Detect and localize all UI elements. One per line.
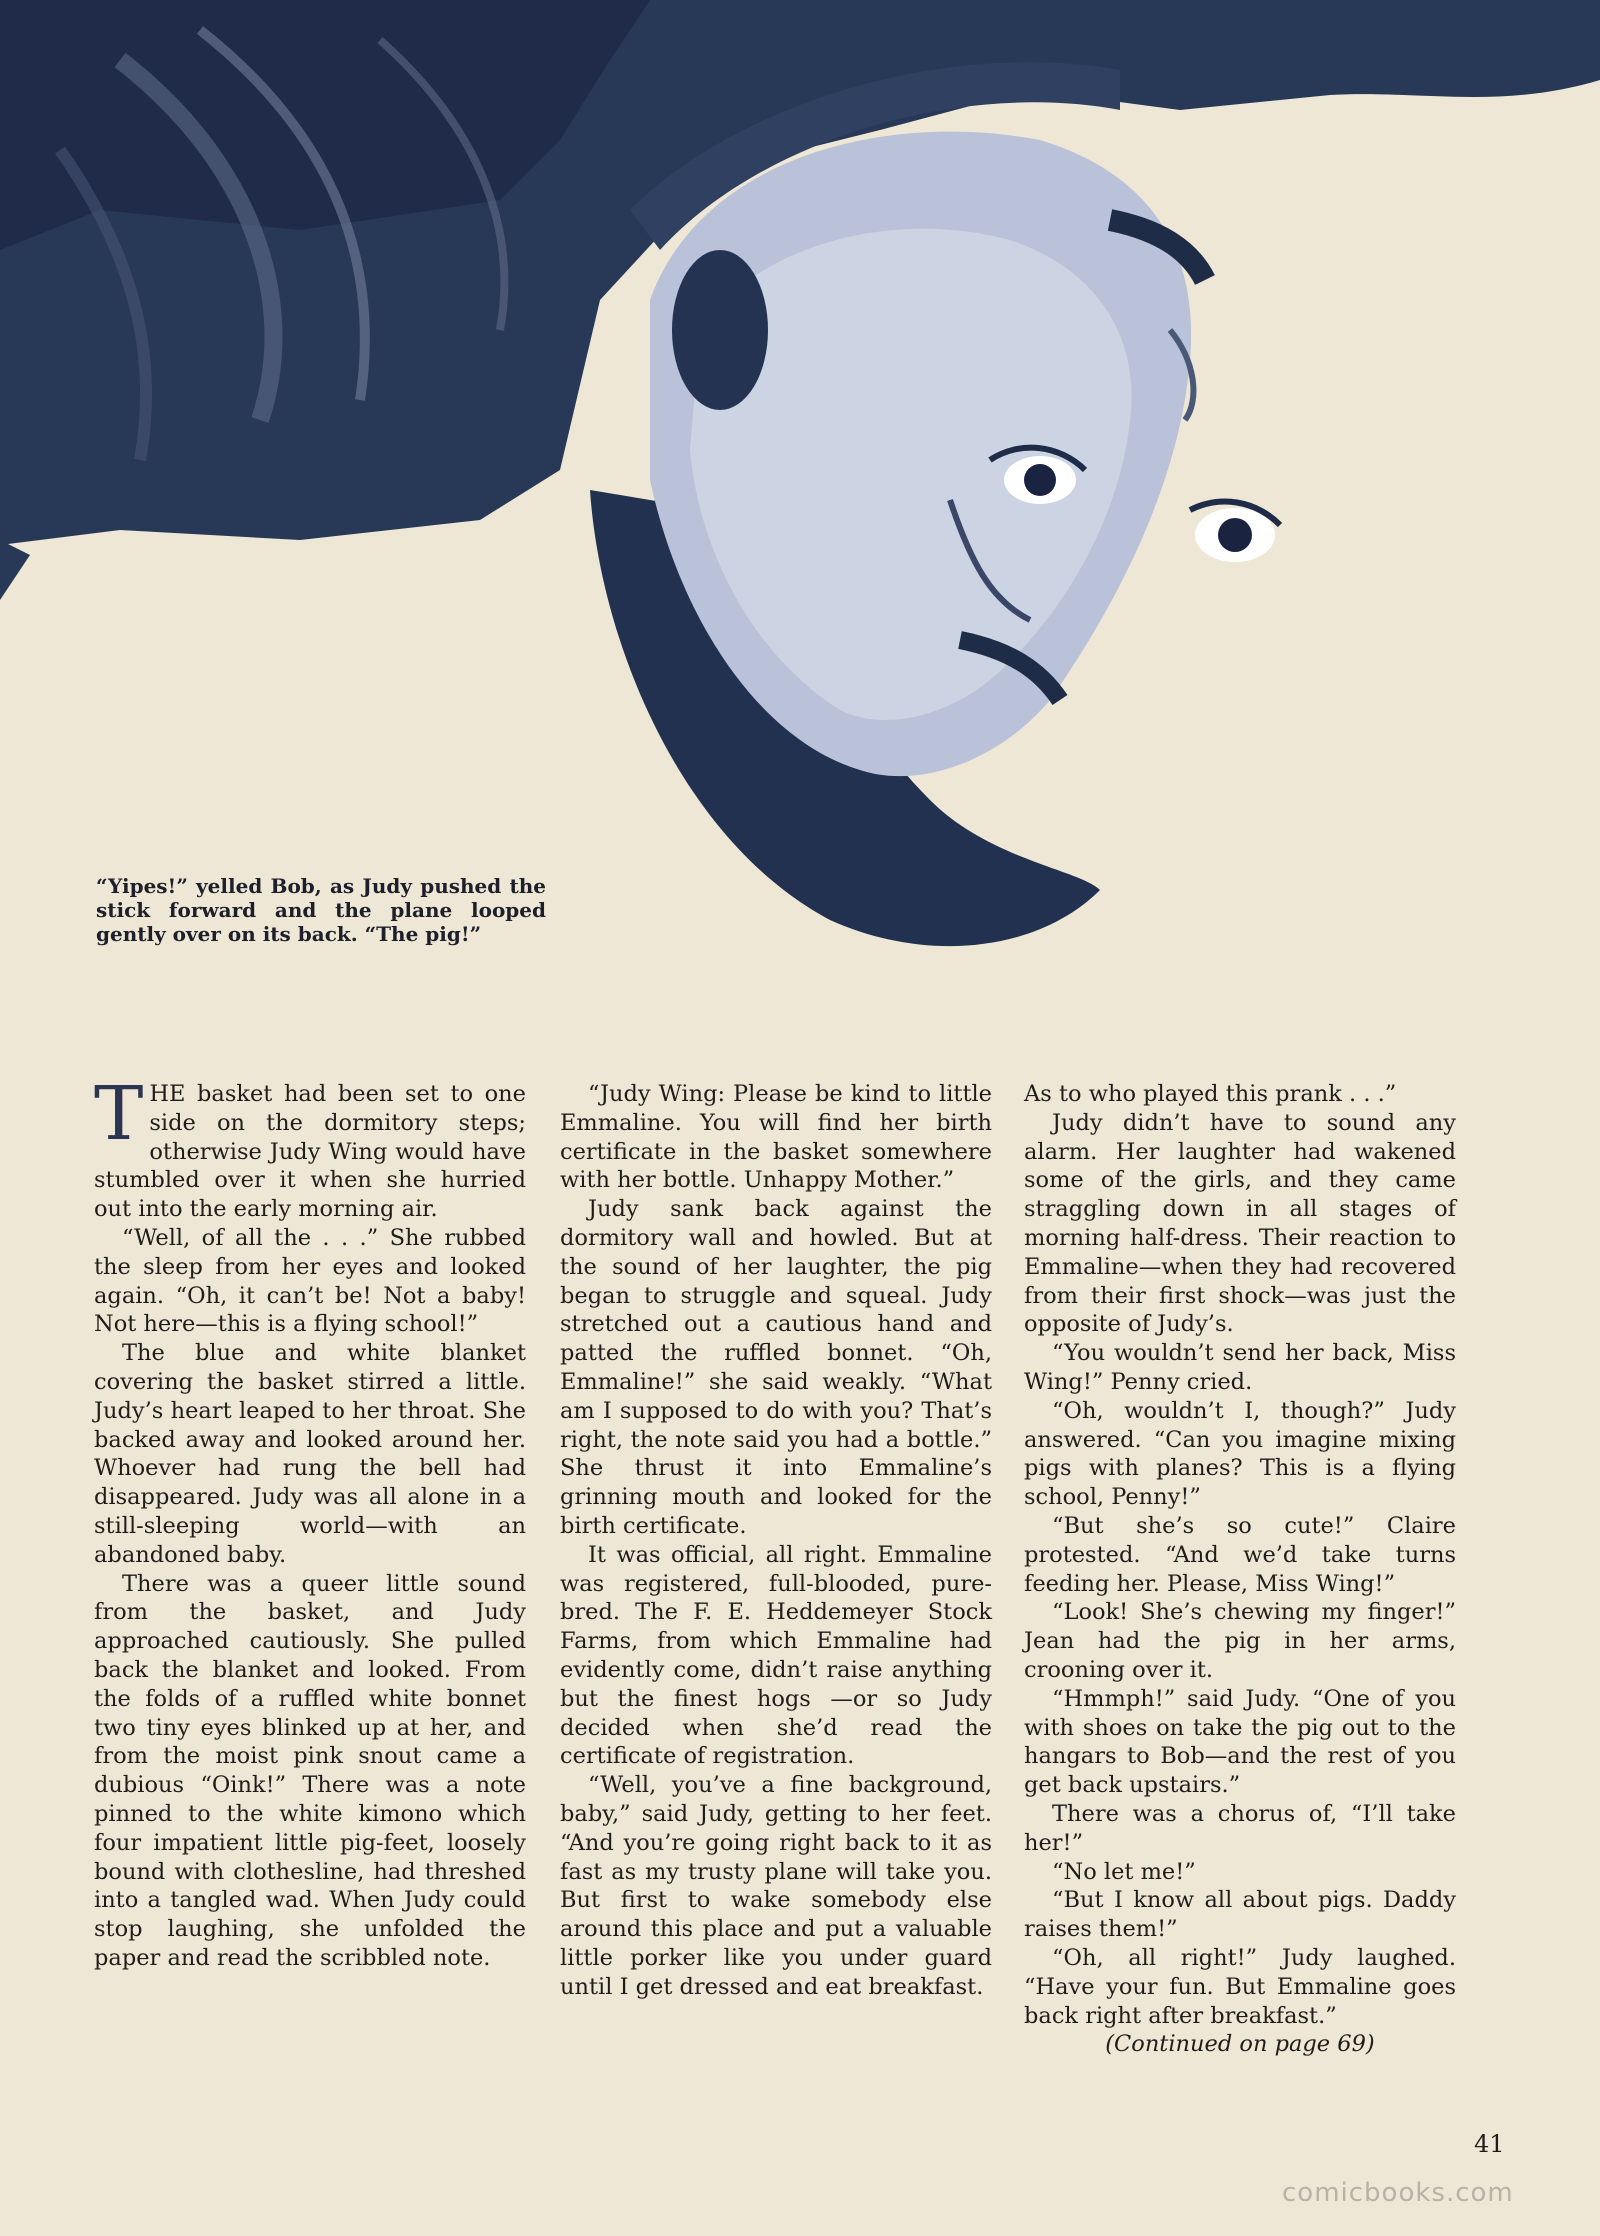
article-paragraph: “Oh, wouldn’t I, though?” Judy answered. “Can you imagine mixing pigs with planes? This is a flying school, Penny!” <box>1024 1397 1456 1511</box>
article-paragraph: It was official, all right. Emmaline was registered, full-blooded, pure-bred. The F. E. Heddemeyer Stock Farms, from which Emmaline had evidently come, didn’t raise anything but the finest hogs —or so Judy decided when she’d read the certificate of registration. <box>560 1541 992 1770</box>
article-paragraph: “Hmmph!” said Judy. “One of you with shoes on take the pig out to the hangars to Bob—and the rest of you get back upstairs.” <box>1024 1685 1456 1799</box>
article-paragraph: As to who played this prank . . .” <box>1024 1081 1397 1107</box>
article-paragraph: There was a chorus of, “I’ll take her!” <box>1024 1800 1456 1856</box>
drop-cap: T <box>94 1071 144 1157</box>
article-column-2 <box>560 1080 992 2002</box>
site-watermark: comicbooks.com <box>1282 2178 1514 2208</box>
article-column-1 <box>94 1071 526 1973</box>
article-paragraph: “You wouldn’t send her back, Miss Wing!” Penny cried. <box>1024 1340 1456 1395</box>
article-column-3 <box>1024 1080 1456 2059</box>
article-paragraph: There was a queer little sound from the basket, and Judy approached cautiously. She pulled back the blanket and looked. From the folds of a ruffled white bonnet two tiny eyes blinked up at her, and from the moist pink snout came a dubious “Oink!” There was a note pinned to the white kimono which four impatient little pig-feet, loosely bound with clothesline, had threshed into a tangled wad. When Judy could stop laughing, she unfolded the paper and read the scribbled note. <box>94 1570 526 1971</box>
article-paragraph: “But she’s so cute!” Claire protested. “And we’d take turns feeding her. Please, Miss Wing!” <box>1024 1512 1456 1597</box>
continued-on-note: (Continued on page 69) <box>1105 2031 1375 2058</box>
article-paragraph: Judy didn’t have to sound any alarm. Her laughter had wakened some of the girls, and they came straggling down in all stages of morning half-dress. Their reaction to Emmaline—when they had recovered from their first shock—was just the opposite of Judy’s. <box>1024 1109 1456 1338</box>
article-paragraph: “Well, you’ve a fine background, baby,” said Judy, getting to her feet. “And you’re going right back to it as fast as my trusty plane will take you. But first to wake somebody else around this place and put a valuable little porker like you under guard until I get dressed and eat breakfast. <box>560 1772 992 2000</box>
page-number: 41 <box>1474 2130 1505 2158</box>
upside-down-pilot-illustration <box>0 0 1600 1000</box>
article-paragraph: THE basket had been set to one side on the dormitory steps; otherwise Judy Wing would have stumbled over it when she hurried out into the early morning air. <box>94 1071 526 1223</box>
article-paragraph: “But I know all about pigs. Daddy raises them!” <box>1024 1887 1456 1943</box>
article-paragraph: “Oh, all right!” Judy laughed. “Have your fun. But Emmaline goes back right after breakfast.” <box>1024 1944 1456 2029</box>
article-paragraph: “Look! She’s chewing my finger!” Jean had the pig in her arms, crooning over it. <box>1024 1599 1456 1683</box>
illustration-caption <box>96 874 546 946</box>
caption-text: “Yipes!” yelled Bob, as Judy pushed the stick forward and the plane looped gently over on its back. “The pig!” <box>96 874 546 946</box>
article-paragraph: Judy sank back against the dormitory wall and howled. But at the sound of her laughter, the pig began to struggle and squeal. Judy stretched out a cautious hand and patted the ruffled bonnet. “Oh, Emmaline!” she said weakly. “What am I supposed to do with you? That’s right, the note said you had a bottle.” She thrust it into Emmaline’s grinning mouth and looked for the birth certificate. <box>560 1196 992 1539</box>
article-body <box>94 1071 1474 2060</box>
article-paragraph: “Judy Wing: Please be kind to little Emmaline. You will find her birth certificate in the basket somewhere with her bottle. Unhappy Mother.” <box>560 1081 992 1194</box>
article-paragraph: “Well, of all the . . .” She rubbed the sleep from her eyes and looked again. “Oh, it can’t be! Not a baby! Not here—this is a flying school!” <box>94 1224 526 1338</box>
article-paragraph: “No let me!” <box>1052 1858 1196 1885</box>
article-paragraph: The blue and white blanket covering the basket stirred a little. Judy’s heart leaped to her throat. She backed away and looked around her. Whoever had rung the bell had disappeared. Judy was all alone in a still-sleeping world—with an abandoned baby. <box>94 1340 526 1568</box>
